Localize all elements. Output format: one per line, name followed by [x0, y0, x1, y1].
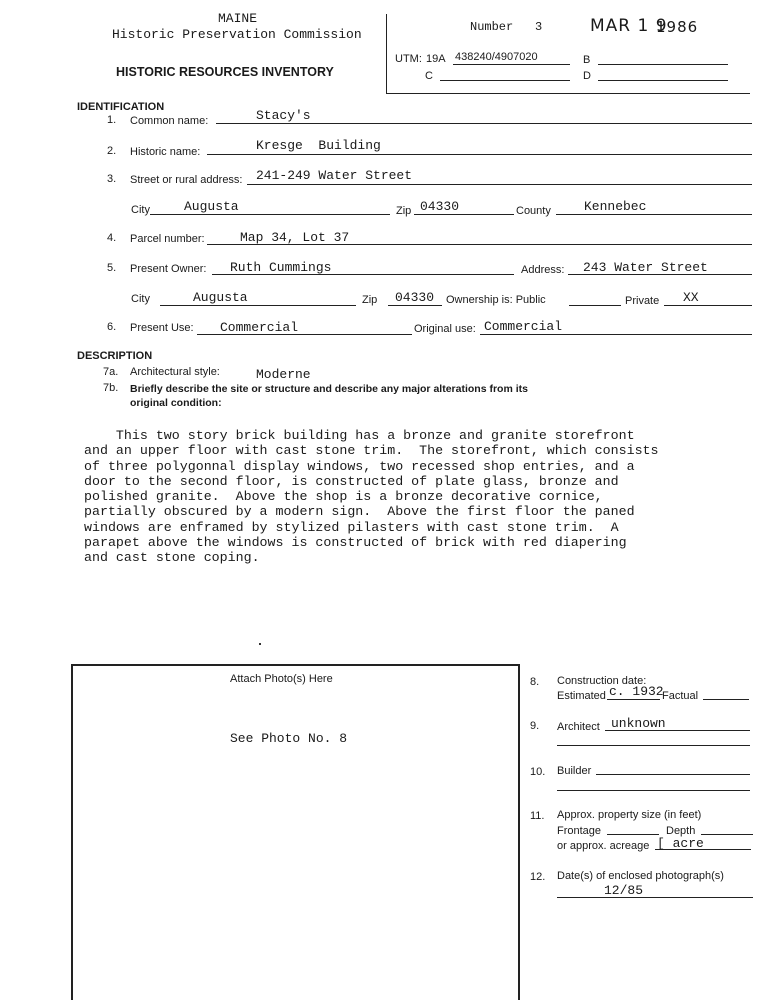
original-use-label: Original use: — [414, 323, 476, 335]
city-line — [150, 214, 390, 215]
frontage-line — [607, 834, 659, 835]
item-number-2: 2. — [107, 145, 117, 157]
item-number-9: 9. — [530, 720, 540, 732]
style-label: Architectural style: — [130, 366, 220, 378]
builder-label: Builder — [557, 765, 592, 777]
commission-name: Historic Preservation Commission — [112, 27, 362, 42]
c-label: C — [425, 70, 433, 82]
depth-label: Depth — [666, 825, 696, 837]
state-name: MAINE — [218, 11, 258, 26]
item-number-7b: 7b. — [103, 382, 119, 394]
item-number-10: 10. — [530, 766, 546, 778]
item-number-12: 12. — [530, 871, 546, 883]
depth-line — [701, 834, 753, 835]
date-stamp: MAR 1 9 — [590, 16, 668, 36]
present-use-line — [197, 334, 412, 335]
owner-zip-line — [388, 305, 442, 306]
utm-zone: 19A — [426, 53, 446, 65]
architect-line-2 — [557, 745, 750, 746]
form-title: HISTORIC RESOURCES INVENTORY — [116, 65, 334, 79]
utm-underline — [453, 64, 570, 65]
describe-label: Briefly describe the site or structure and describe any major alterations from its — [130, 383, 528, 395]
item-number-3: 3. — [107, 173, 117, 185]
original-use-value: Commercial — [484, 319, 563, 334]
county-line — [556, 214, 752, 215]
private-line — [664, 305, 752, 306]
ownership-label: Ownership is: Public — [446, 294, 546, 306]
owner-zip-label: Zip — [362, 294, 378, 306]
owner-label: Present Owner: — [130, 263, 207, 275]
factual-label: Factual — [662, 690, 699, 702]
identification-heading: IDENTIFICATION — [77, 101, 165, 113]
owner-line — [212, 274, 514, 275]
county-value: Kennebec — [584, 199, 647, 214]
b-label: B — [583, 54, 591, 66]
header-box-bottom-border — [386, 93, 750, 94]
original-use-line — [480, 334, 752, 335]
property-size-label: Approx. property size (in feet) — [557, 809, 702, 821]
present-use-label: Present Use: — [130, 322, 194, 334]
builder-line — [596, 774, 750, 775]
city-value: Augusta — [184, 199, 239, 214]
acreage-value: [ acre — [657, 836, 704, 851]
owner-address-value: 243 Water Street — [583, 260, 708, 275]
owner-value: Ruth Cummings — [230, 260, 332, 275]
present-use-value: Commercial — [220, 320, 299, 335]
private-value: XX — [683, 290, 699, 305]
photo-date-value: 12/85 — [604, 883, 644, 898]
common-name-label: Common name: — [130, 115, 209, 127]
b-underline — [598, 64, 728, 65]
item-number-7a: 7a. — [103, 366, 119, 378]
date-stamp-year: 1986 — [656, 18, 699, 36]
address-value: 241-249 Water Street — [256, 168, 413, 183]
item-number-4: 4. — [107, 232, 117, 244]
description-text: This two story brick building has a bronze and granite storefront and an upper floor with cast stone trim. The storefront, which consists of three polygonnal display windows, two recessed shop entries, and a door to the second floor, is constructed of plate glass, bronze and polished granite. Above the shop is a bronze decorative cornice, partially obscured by a modern sign. Above the first floor the paned windows are enframed by stylized pilasters with cast stone trim. A parapet above the windows is constructed of brick with red diapering and cast stone coping. — [84, 428, 659, 566]
frontage-label: Frontage — [557, 825, 602, 837]
acreage-label: or approx. acreage — [557, 840, 650, 852]
description-heading: DESCRIPTION — [77, 350, 153, 362]
builder-line-2 — [557, 790, 750, 791]
common-name-value: Stacy's — [256, 108, 311, 123]
acreage-line — [655, 849, 751, 850]
describe-label-cont: original condition: — [130, 397, 222, 409]
parcel-label: Parcel number: — [130, 233, 205, 245]
zip-line — [414, 214, 514, 215]
item-number-1: 1. — [107, 114, 117, 126]
see-photo-note: See Photo No. 8 — [230, 731, 348, 746]
photo-date-line — [557, 897, 753, 898]
item-number-6: 6. — [107, 321, 117, 333]
attach-photo-label: Attach Photo(s) Here — [230, 673, 333, 685]
item-number-8: 8. — [530, 676, 540, 688]
c-underline — [440, 80, 570, 81]
architect-value: unknown — [611, 716, 666, 731]
photo-box-left-border — [71, 664, 73, 1000]
parcel-line — [207, 244, 752, 245]
style-value: Moderne — [256, 367, 311, 382]
construction-date-label: Construction date: — [557, 675, 647, 687]
zip-label: Zip — [396, 205, 412, 217]
utm-value: 438240/4907020 — [455, 51, 538, 63]
item-number-11: 11. — [530, 810, 545, 822]
address-line — [247, 184, 752, 185]
owner-address-label: Address: — [521, 264, 565, 276]
parcel-value: Map 34, Lot 37 — [240, 230, 350, 245]
owner-zip-value: 04330 — [395, 290, 435, 305]
number-label: Number — [470, 20, 514, 34]
public-line — [569, 305, 621, 306]
utm-label: UTM: — [395, 53, 422, 65]
owner-address-line — [568, 274, 752, 275]
d-label: D — [583, 70, 591, 82]
estimated-value: c. 1932 — [609, 684, 664, 699]
owner-city-value: Augusta — [193, 290, 248, 305]
architect-label: Architect — [557, 721, 600, 733]
county-label: County — [516, 205, 551, 217]
owner-city-line — [160, 305, 356, 306]
item-number-5: 5. — [107, 262, 117, 274]
factual-line — [703, 699, 749, 700]
historic-name-line — [207, 154, 752, 155]
historic-name-value: Kresge Building — [256, 138, 381, 153]
number-value: 3 — [535, 20, 543, 34]
header-box-left-border — [386, 14, 387, 94]
private-label: Private — [625, 295, 660, 307]
photo-date-label: Date(s) of enclosed photograph(s) — [557, 870, 724, 882]
zip-value: 04330 — [420, 199, 460, 214]
historic-name-label: Historic name: — [130, 146, 201, 158]
city-label: City — [131, 204, 150, 216]
photo-box-right-border — [518, 664, 520, 1000]
architect-line — [605, 730, 750, 731]
address-label: Street or rural address: — [130, 174, 243, 186]
estimated-line — [607, 699, 660, 700]
owner-city-label: City — [131, 293, 150, 305]
photo-box-top-border — [71, 664, 519, 666]
stray-dot — [259, 643, 261, 645]
common-name-line — [216, 123, 752, 124]
d-underline — [598, 80, 728, 81]
estimated-label: Estimated — [557, 690, 606, 702]
